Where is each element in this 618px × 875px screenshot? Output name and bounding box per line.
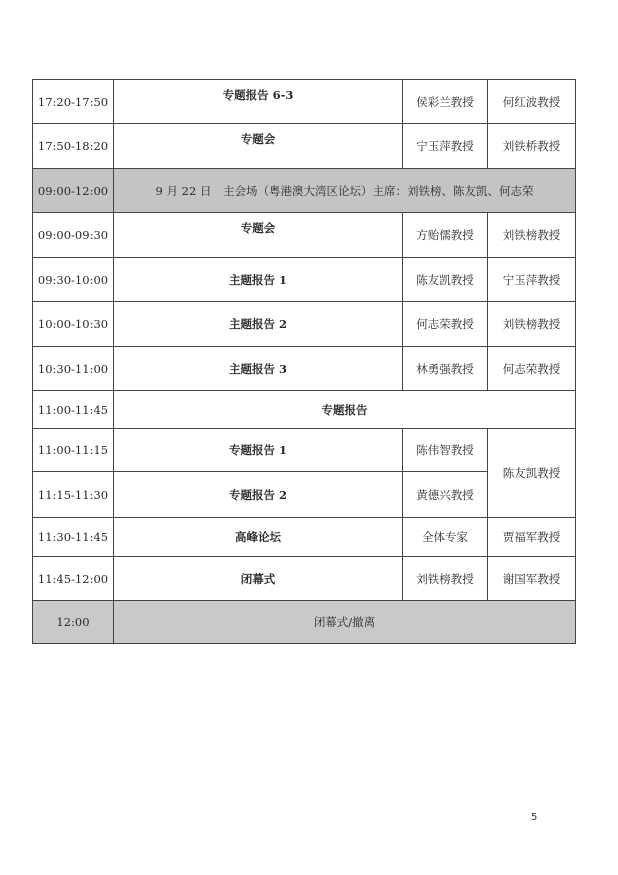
host-cell: 刘铁桥教授 (488, 124, 576, 169)
time-cell: 09:00-09:30 (33, 213, 114, 258)
table-row (33, 429, 576, 472)
host-cell: 谢国军教授 (488, 557, 576, 601)
speaker-cell: 方贻儒教授 (403, 213, 488, 258)
table-row (33, 80, 576, 124)
host-cell: 何志荣教授 (488, 347, 576, 391)
time-cell: 11:15-11:30 (33, 472, 114, 518)
title-cell: 专题报告 (114, 391, 576, 429)
time-cell: 17:50-18:20 (33, 124, 114, 169)
speaker-cell: 陈伟智教授 (403, 429, 488, 472)
time-cell: 12:00 (33, 601, 114, 644)
host-cell: 宁玉萍教授 (488, 258, 576, 302)
table-row (33, 347, 576, 391)
time-cell: 10:00-10:30 (33, 302, 114, 347)
session-header-row (33, 169, 576, 213)
speaker-cell: 全体专家 (403, 518, 488, 557)
title-cell: 闭幕式/撤离 (114, 601, 576, 644)
title-cell: 专题报告 2 (114, 472, 403, 518)
time-cell: 11:45-12:00 (33, 557, 114, 601)
title-cell: 专题会 (114, 124, 403, 169)
speaker-cell: 侯彩兰教授 (403, 80, 488, 124)
speaker-cell: 宁玉萍教授 (403, 124, 488, 169)
title-cell: 主题报告 3 (114, 347, 403, 391)
title-cell: 主题报告 2 (114, 302, 403, 347)
speaker-cell: 陈友凯教授 (403, 258, 488, 302)
title-cell: 高峰论坛 (114, 518, 403, 557)
session-title: 9 月 22 日 主会场（粤港澳大湾区论坛）主席：刘铁榜、陈友凯、何志荣 (114, 169, 576, 213)
host-cell: 刘铁榜教授 (488, 302, 576, 347)
time-cell: 17:20-17:50 (33, 80, 114, 124)
speaker-cell: 林勇强教授 (403, 347, 488, 391)
table-row (33, 302, 576, 347)
time-cell: 09:00-12:00 (33, 169, 114, 213)
time-cell: 09:30-10:00 (33, 258, 114, 302)
host-cell: 陈友凯教授 (488, 429, 576, 518)
title-cell: 专题报告 6-3 (114, 80, 403, 124)
table-row (33, 391, 576, 429)
closing-row (33, 601, 576, 644)
table-row (33, 518, 576, 557)
title-cell: 专题报告 1 (114, 429, 403, 472)
table-row (33, 258, 576, 302)
time-cell: 10:30-11:00 (33, 347, 114, 391)
table-row (33, 124, 576, 169)
time-cell: 11:00-11:45 (33, 391, 114, 429)
time-cell: 11:30-11:45 (33, 518, 114, 557)
table-row (33, 557, 576, 601)
host-cell: 贾福军教授 (488, 518, 576, 557)
title-cell: 专题会 (114, 213, 403, 258)
page-number: 5 (531, 812, 538, 823)
host-cell: 何红波教授 (488, 80, 576, 124)
speaker-cell: 黄德兴教授 (403, 472, 488, 518)
speaker-cell: 刘铁榜教授 (403, 557, 488, 601)
time-cell: 11:00-11:15 (33, 429, 114, 472)
speaker-cell: 何志荣教授 (403, 302, 488, 347)
title-cell: 主题报告 1 (114, 258, 403, 302)
host-cell: 刘铁榜教授 (488, 213, 576, 258)
schedule-table (32, 79, 576, 644)
table-row (33, 213, 576, 258)
title-cell: 闭幕式 (114, 557, 403, 601)
